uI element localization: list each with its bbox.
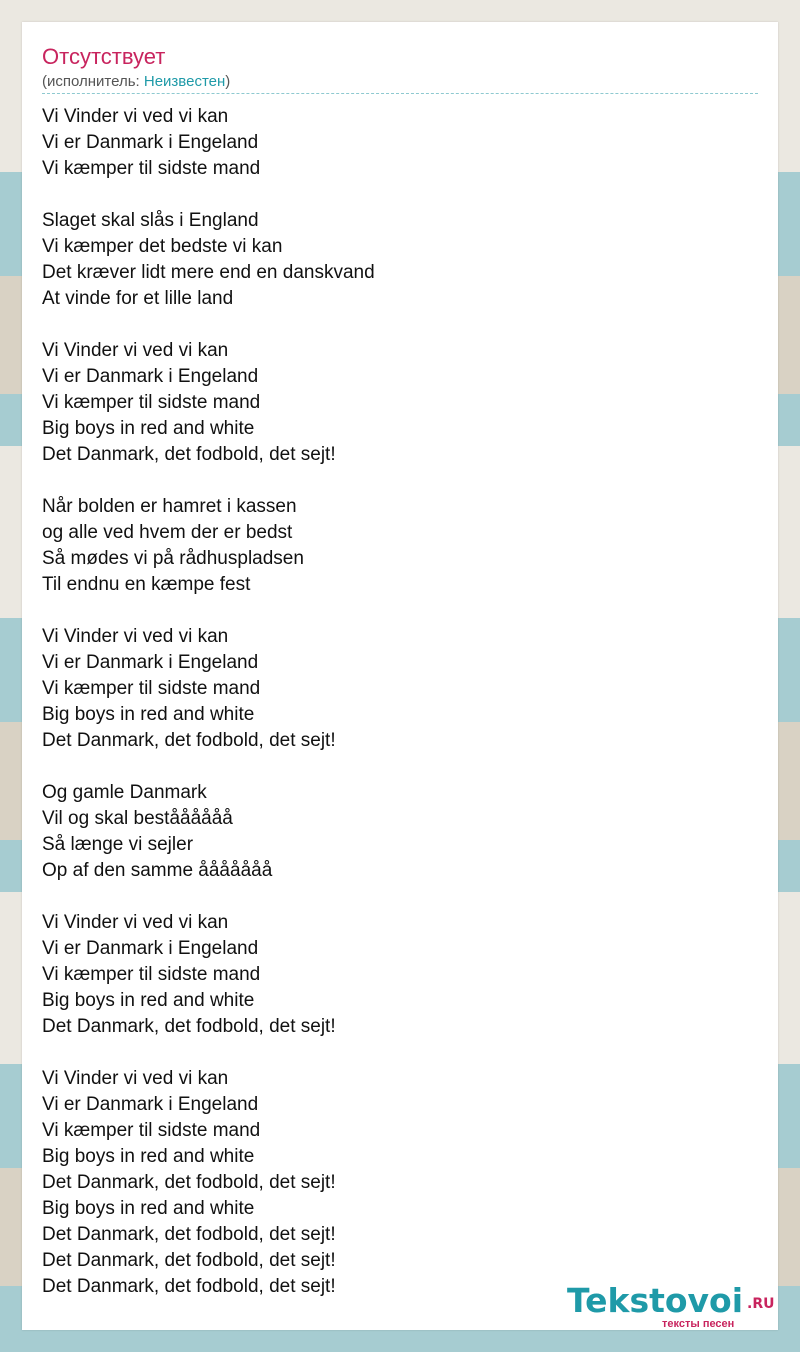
lyric-line: Vil og skal beståååååå [42, 808, 233, 829]
lyric-line: Big boys in red and white [42, 990, 255, 1011]
lyric-line: Det kræver lidt mere end en danskvand [42, 262, 375, 283]
lyric-line: Vi kæmper til sidste mand [42, 392, 261, 413]
lyric-line: Og gamle Danmark [42, 782, 207, 803]
lyric-line: Vi Vinder vi ved vi kan [42, 106, 229, 127]
lyric-line: Det Danmark, det fodbold, det sejt! [42, 1172, 336, 1193]
lyric-line: Det Danmark, det fodbold, det sejt! [42, 730, 336, 751]
site-logo [567, 1282, 777, 1330]
lyrics-text [42, 104, 758, 1300]
lyric-line: Så længe vi sejler [42, 834, 194, 855]
lyric-line: Big boys in red and white [42, 1198, 255, 1219]
lyrics-card [22, 22, 778, 1330]
stanza-gap [42, 182, 758, 208]
lyric-line: Vi Vinder vi ved vi kan [42, 340, 229, 361]
lyric-line: Vi kæmper det bedste vi kan [42, 236, 283, 257]
lyric-line: Vi kæmper til sidste mand [42, 678, 261, 699]
lyric-line: Det Danmark, det fodbold, det sejt! [42, 1016, 336, 1037]
artist-line [42, 73, 230, 91]
artist-suffix: ) [225, 73, 231, 90]
song-title: Отсутствует [42, 44, 166, 69]
stanza-gap [42, 754, 758, 780]
lyric-line: Det Danmark, det fodbold, det sejt! [42, 444, 336, 465]
logo-tagline: тексты песен [662, 1318, 735, 1330]
lyric-line: Det Danmark, det fodbold, det sejt! [42, 1276, 336, 1297]
lyric-line: Vi Vinder vi ved vi kan [42, 1068, 229, 1089]
lyric-line: Vi er Danmark i Engeland [42, 938, 259, 959]
lyric-line: Vi kæmper til sidste mand [42, 158, 261, 179]
lyric-line: Vi er Danmark i Engeland [42, 366, 259, 387]
lyric-line: Vi er Danmark i Engeland [42, 132, 259, 153]
artist-link[interactable]: Неизвестен [143, 73, 226, 90]
lyric-line: Slaget skal slås i England [42, 210, 259, 231]
artist-prefix: (исполнитель: [42, 73, 144, 90]
logo-wordmark: Tekstovoi [567, 1281, 744, 1320]
lyric-line: Big boys in red and white [42, 704, 255, 725]
lyric-line: Op af den samme ååååååå [42, 860, 273, 881]
lyric-line: Vi kæmper til sidste mand [42, 964, 261, 985]
stanza-gap [42, 884, 758, 910]
lyric-line: Vi Vinder vi ved vi kan [42, 626, 229, 647]
stanza-gap [42, 1040, 758, 1066]
stanza-gap [42, 468, 758, 494]
logo-tld: .RU [747, 1296, 775, 1312]
lyric-line: Når bolden er hamret i kassen [42, 496, 297, 517]
lyric-line: Vi er Danmark i Engeland [42, 1094, 259, 1115]
lyric-line: Det Danmark, det fodbold, det sejt! [42, 1224, 336, 1245]
lyric-line: Big boys in red and white [42, 1146, 255, 1167]
lyric-line: Vi Vinder vi ved vi kan [42, 912, 229, 933]
lyric-line: Så mødes vi på rådhuspladsen [42, 548, 304, 569]
lyric-line: Til endnu en kæmpe fest [42, 574, 251, 595]
lyric-line: og alle ved hvem der er bedst [42, 522, 293, 543]
lyric-line: Vi kæmper til sidste mand [42, 1120, 261, 1141]
stanza-gap [42, 312, 758, 338]
lyric-line: Vi er Danmark i Engeland [42, 652, 259, 673]
stanza-gap [42, 598, 758, 624]
title-divider [42, 93, 758, 94]
lyric-line: Big boys in red and white [42, 418, 255, 439]
lyric-line: Det Danmark, det fodbold, det sejt! [42, 1250, 336, 1271]
lyric-line: At vinde for et lille land [42, 288, 234, 309]
